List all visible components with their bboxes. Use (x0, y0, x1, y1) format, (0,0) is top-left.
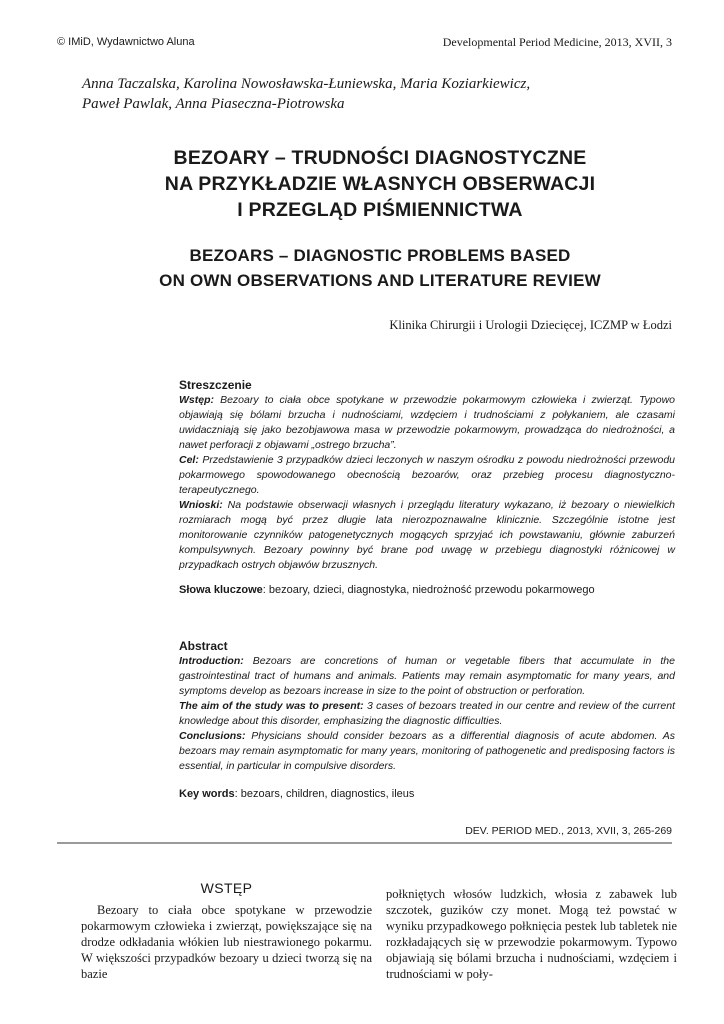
wnioski-label: Wnioski: (179, 499, 223, 511)
cel-text: Przedstawienie 3 przypadków dzieci leczonych w naszym ośrodku z powodu niedrożności przewodu pokarmowego spowodowanego obecnością bezoarów, oraz przebieg procesu diagnostyczno-terapeutycznego. (179, 454, 675, 496)
journal-header: Developmental Period Medicine, 2013, XVII, 3 (442, 35, 672, 49)
wstep-text: Bezoary to ciała obce spotykane w przewodzie pokarmowym człowieka i zwierząt. Typowo objawiają się bólami brzucha i nudnościami, wzdęciem i trudnościami z połykaniem, ale czasami uwidaczniają się jako bezobjawowa masa w przewodzie pokarmowym, prowadząca do niedrożności, a nawet perforacji z objawami „ostrego brzucha”. (179, 394, 675, 451)
abstract-body (179, 654, 675, 774)
conclusions-text: Physicians should consider bezoars as a differential diagnosis of acute abdomen. As bezoars may remain asymptomatic for many years, monitoring of pathogenetic and predisposing factors is essential, in particular in compulsive disorders. (179, 730, 675, 772)
title-polish-line-2: NA PRZYKŁADZIE WŁASNYCH OBSERWACJI (164, 173, 596, 195)
streszczenie-section (179, 378, 675, 573)
authors (82, 74, 662, 114)
abstract-section (179, 639, 675, 774)
authors-line-1: Anna Taczalska, Karolina Nowosławska-Łuniewska, Maria Koziarkiewicz, (82, 76, 531, 92)
cel-label: Cel: (179, 454, 199, 466)
key-words-label: Key words (179, 788, 235, 800)
slowa-kluczowe-text: : bezoary, dzieci, diagnostyka, niedrożność przewodu pokarmowego (262, 584, 595, 596)
section-heading: WSTĘP (200, 880, 253, 896)
affiliation: Klinika Chirurgii i Urologii Dziecięcej, ICZMP w Łodzi (389, 318, 672, 332)
body-column-left (81, 880, 372, 982)
title-polish-line-1: BEZOARY – TRUDNOŚCI DIAGNOSTYCZNE (173, 147, 587, 169)
copyright-notice: © IMiD, Wydawnictwo Aluna (57, 36, 195, 48)
title-english-line-1: BEZOARS – DIAGNOSTIC PROBLEMS BASED (189, 246, 571, 265)
title-polish-line-3: I PRZEGLĄD PIŚMIENNICTWA (237, 199, 523, 221)
title-english (80, 243, 680, 293)
aim-text: 3 cases of bezoars treated in our centre and review of the current knowledge about this disorder, emphasizing the diagnostic difficulties. (179, 700, 675, 727)
slowa-kluczowe-label: Słowa kluczowe (179, 584, 263, 596)
streszczenie-body (179, 393, 675, 573)
wstep-label: Wstęp: (179, 394, 214, 406)
slowa-kluczowe (179, 583, 675, 598)
key-words-text: : bezoars, children, diagnostics, ileus (234, 788, 415, 800)
streszczenie-heading: Streszczenie (179, 378, 252, 392)
title-polish (80, 145, 680, 223)
introduction-label: Introduction: (179, 655, 244, 667)
abstract-heading: Abstract (179, 639, 228, 653)
key-words (179, 787, 675, 802)
title-english-line-2: ON OWN OBSERVATIONS AND LITERATURE REVIEW (159, 271, 601, 290)
wnioski-text: Na podstawie obserwacji własnych i przeglądu literatury wykazano, iż bezoary o niewielkich rozmiarach mogą być przez długie lata nierozpoznawalne klinicznie. Szczególnie istotne jest monitorowanie czynników patogenetycznych mogących sprzyjać ich powstawaniu, głównie zaburzeń kompulsywnych. Bezoary powinny być brane pod uwagę w przebiegu diagnostyki różnicowej w przypadkach ostrych objawów brzusznych. (179, 499, 675, 571)
citation: DEV. PERIOD MED., 2013, XVII, 3, 265-269 (465, 825, 672, 837)
divider (57, 842, 672, 844)
aim-label: The aim of the study was to present: (179, 700, 364, 712)
introduction-text: Bezoars are concretions of human or vegetable fibers that accumulate in the gastrointestinal tract of humans and animals. Patients may remain asymptomatic for many years, and symptoms develop as bezoars increase in size to the point of obstruction or perforation. (179, 655, 675, 697)
body-paragraph-left: Bezoary to ciała obce spotykane w przewodzie pokarmowym człowieka i zwierząt, powiększające się na drodze odkładania włókien lub niestrawionego pokarmu. W większości przypadków bezoary u dzieci tworzą się na bazie (81, 903, 372, 981)
authors-line-2: Paweł Pawlak, Anna Piaseczna-Piotrowska (82, 96, 345, 112)
body-column-right: połkniętych włosów ludzkich, włosia z zabawek lub szczotek, guzików czy monet. Mogą też powstać w wyniku przypadkowego połknięcia pestek lub tabletek nie rozkładających się w przewodzie pokarmowym. Typowo objawiają się bólami brzucha i nudnościami, wzdęciem i trudnościami w poły- (386, 887, 677, 981)
conclusions-label: Conclusions: (179, 730, 246, 742)
